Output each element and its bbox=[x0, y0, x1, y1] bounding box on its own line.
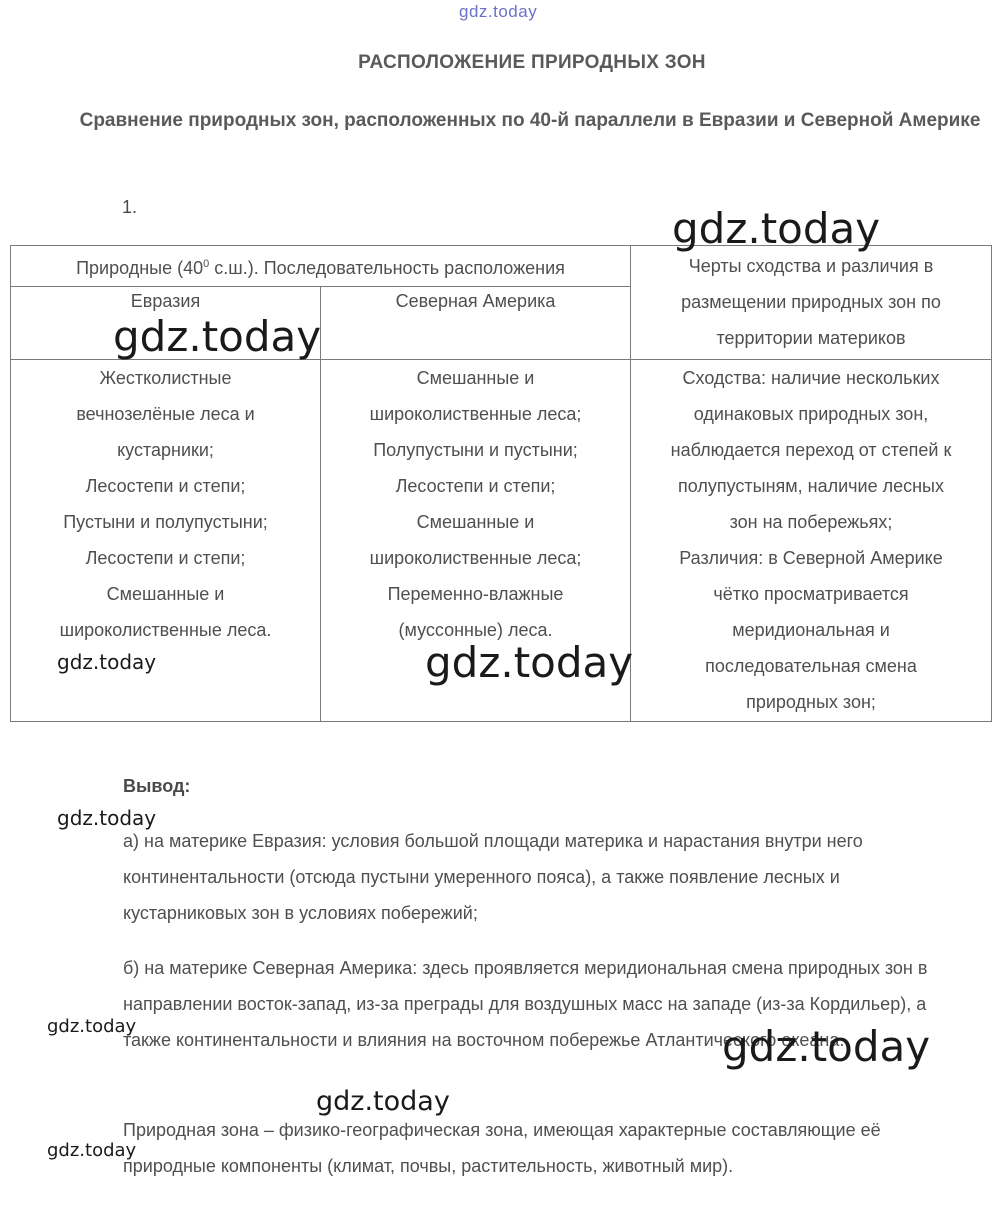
conclusion-paragraph-a: а) на материке Евразия: условия большой площади материка и нарастания внутри него континентальности (отсюда пустыни умеренного пояса), а также появление лесных и кустарниковых зон в условиях побережий; bbox=[123, 831, 863, 923]
similarity-line: Сходства: наличие нескольких bbox=[682, 368, 940, 388]
task-number: 1. bbox=[122, 197, 138, 217]
header-main-suffix: с.ш.). Последовательность расположения bbox=[209, 258, 565, 278]
watermark-6: gdz.today bbox=[47, 1016, 137, 1037]
similarity-line: полупустыням, наличие лесных bbox=[677, 476, 944, 496]
header-main-prefix: Природные (40 bbox=[76, 258, 204, 278]
watermark-4: gdz.today bbox=[425, 638, 634, 687]
similarity-line: природных зон; bbox=[746, 692, 876, 712]
similarity-line: зон на побережьях; bbox=[729, 512, 893, 532]
similarity-line: чётко просматривается bbox=[713, 584, 909, 604]
eurasia-zone-line: вечнозелёные леса и bbox=[76, 404, 255, 424]
watermark-3: gdz.today bbox=[57, 650, 157, 674]
north-america-zone-line: Смешанные и bbox=[416, 512, 535, 532]
similarity-line: одинаковых природных зон, bbox=[693, 404, 929, 424]
watermark-9: gdz.today bbox=[47, 1140, 137, 1161]
page-subtitle: Сравнение природных зон, расположенных по 40-й параллели в Евразии и Северной Америке bbox=[79, 110, 981, 131]
north-america-zone-line: Переменно-влажные bbox=[387, 584, 564, 604]
north-america-zone-line: Смешанные и bbox=[416, 368, 535, 388]
north-america-zone-line: широколиственные леса; bbox=[369, 548, 582, 568]
north-america-zone-list bbox=[325, 360, 626, 648]
eurasia-zone-line: Смешанные и bbox=[106, 584, 225, 604]
north-america-zone-line: Полупустыни и пустыни; bbox=[373, 440, 578, 460]
header-north-america: Северная Америка bbox=[321, 287, 631, 360]
eurasia-zone-line: кустарники; bbox=[117, 440, 214, 460]
eurasia-zone-line: широколиственные леса. bbox=[59, 620, 272, 640]
conclusion-paragraph-b: б) на материке Северная Америка: здесь проявляется меридиональная смена природных зон в направлении восток-запад, из-за преграды для воздушных масс на западе (из-за Кордильер), а также континентальности и влияния на восточном побережье Атлантического океана. bbox=[123, 958, 928, 1050]
eurasia-zone-line: Жестколистные bbox=[99, 368, 232, 388]
similarity-list bbox=[635, 360, 987, 720]
definition-paragraph: Природная зона – физико-географическая зона, имеющая характерные составляющие её природные компоненты (климат, почвы, растительность, животный мир). bbox=[123, 1120, 881, 1176]
similarity-line: Различия: в Северной Америке bbox=[679, 548, 943, 568]
degree-sup: 0 bbox=[203, 258, 210, 270]
eurasia-zone-line: Лесостепи и степи; bbox=[85, 548, 246, 568]
header-eurasia: Евразия bbox=[11, 287, 321, 360]
north-america-zone-line: Лесостепи и степи; bbox=[395, 476, 556, 496]
eurasia-zone-line: Лесостепи и степи; bbox=[85, 476, 246, 496]
conclusion-heading: Вывод: bbox=[123, 776, 191, 796]
page-title: РАСПОЛОЖЕНИЕ ПРИРОДНЫХ ЗОН bbox=[358, 52, 706, 73]
similarity-line: последовательная смена bbox=[705, 656, 917, 676]
top-watermark: gdz.today bbox=[459, 2, 538, 21]
north-america-zone-line: (муссонные) леса. bbox=[398, 620, 553, 640]
similarity-cell bbox=[631, 360, 992, 722]
header-natural-zones bbox=[11, 246, 631, 287]
watermark-8: gdz.today bbox=[316, 1086, 450, 1117]
north-america-zone-line: широколиственные леса; bbox=[369, 404, 582, 424]
watermark-5: gdz.today bbox=[57, 806, 157, 830]
similarity-line: наблюдается переход от степей к bbox=[670, 440, 952, 460]
similarity-line: меридиональная и bbox=[732, 620, 890, 640]
watermark-2: gdz.today bbox=[113, 312, 322, 361]
header-similarity: Черты сходства и различия в размещении природных зон по территории материков bbox=[631, 246, 992, 360]
eurasia-zone-line: Пустыни и полупустыни; bbox=[63, 512, 268, 532]
watermark-7: gdz.today bbox=[722, 1022, 931, 1071]
eurasia-zone-list bbox=[15, 360, 316, 648]
watermark-1: gdz.today bbox=[672, 204, 881, 253]
